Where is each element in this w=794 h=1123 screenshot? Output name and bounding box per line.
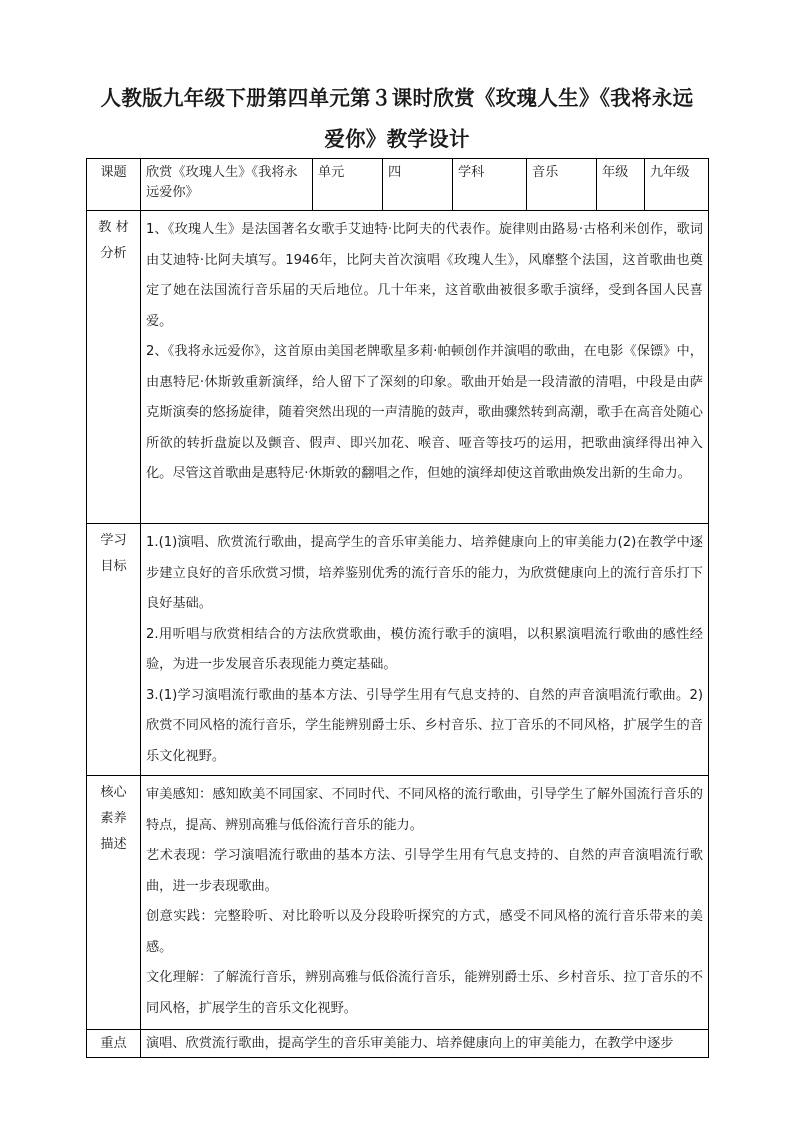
topic-value: 欣赏《玫瑰人生》《我将永远爱你》 xyxy=(141,159,313,211)
title-line-2: 爱你》教学设计 xyxy=(324,127,470,151)
key-points-row xyxy=(87,1030,709,1058)
objective-paragraph-3: 3.(1)学习演唱流行歌曲的基本方法、引导学生用有气息支持的、自然的声音演唱流行歌曲。2)欣赏不同风格的流行音乐，学生能辨别爵士乐、乡村音乐、拉丁音乐的不同风格，扩展学生的音乐文化视野。 xyxy=(146,687,703,764)
document-title xyxy=(86,78,708,160)
learning-objectives-label: 学习 目标 xyxy=(87,524,141,776)
core-literacy-content xyxy=(141,776,709,1030)
objective-paragraph-1: 1.(1)演唱、欣赏流行歌曲，提高学生的音乐审美能力、培养健康向上的审美能力(2)在教学中逐步建立良好的音乐欣赏习惯，培养鉴别优秀的流行音乐的能力，为欣赏健康向上的流行音乐打下良好基础。 xyxy=(146,535,703,611)
material-paragraph-2: 2、《我将永远爱你》，这首原由美国老牌歌星多莉·帕顿创作并演唱的歌曲，在电影《保镖》中，由惠特尼·休斯敦重新演绎，给人留下了深刻的印象。歌曲开始是一段清澈的清唱，中段是由萨克斯演奏的悠扬旋律，随着突然出现的一声清脆的鼓声，歌曲骤然转到高潮，歌手在高音处随心所欲的转折盘旋以及颤音、假声、即兴加花、喉音、哑音等技巧的运用，把歌曲演绎得出神入化。尽管这首歌曲是惠特尼·休斯敦的翻唱之作，但她的演绎却使这首歌曲焕发出新的生命力。 xyxy=(146,344,703,481)
subject-label: 学科 xyxy=(453,159,527,211)
header-row xyxy=(87,159,709,211)
core-literacy-row xyxy=(87,776,709,1030)
learning-objectives-row xyxy=(87,524,709,776)
material-analysis-row xyxy=(87,211,709,524)
literacy-paragraph-1: 审美感知：感知欧美不同国家、不同时代、不同风格的流行歌曲，引导学生了解外国流行音乐的特点，提高、辨别高雅与低俗流行音乐的能力。 xyxy=(146,787,703,833)
key-points-label: 重点 xyxy=(87,1030,141,1058)
material-paragraph-1: 1、《玫瑰人生》是法国著名女歌手艾迪特·比阿夫的代表作。旋律则由路易·古格利米创作，歌词由艾迪特·比阿夫填写。1946年，比阿夫首次演唱《玫瑰人生》，风靡整个法国，这首歌曲也奠定了她在法国流行音乐届的天后地位。几十年来，这首歌曲被很多歌手演绎，受到各国人民喜爱。 xyxy=(146,222,703,329)
unit-label: 单元 xyxy=(313,159,383,211)
title-line-1: 人教版九年级下册第四单元第３课时欣赏《玫瑰人生》《我将永远 xyxy=(100,86,694,110)
subject-value: 音乐 xyxy=(527,159,597,211)
lesson-plan-table xyxy=(86,158,709,1058)
literacy-paragraph-3: 创意实践：完整聆听、对比聆听以及分段聆听探究的方式，感受不同风格的流行音乐带来的美感。 xyxy=(146,909,703,955)
material-analysis-content xyxy=(141,211,709,524)
literacy-paragraph-4: 文化理解：了解流行音乐，辨别高雅与低俗流行音乐，能辨别爵士乐、乡村音乐、拉丁音乐的不同风格，扩展学生的音乐文化视野。 xyxy=(146,970,703,1016)
key-points-content: 演唱、欣赏流行歌曲，提高学生的音乐审美能力、培养健康向上的审美能力，在教学中逐步 xyxy=(141,1030,709,1058)
learning-objectives-content xyxy=(141,524,709,776)
literacy-paragraph-2: 艺术表现：学习演唱流行歌曲的基本方法、引导学生用有气息支持的、自然的声音演唱流行歌曲，进一步表现歌曲。 xyxy=(146,848,703,894)
unit-value: 四 xyxy=(383,159,453,211)
material-analysis-label: 教 材 分析 xyxy=(87,211,141,524)
grade-label: 年级 xyxy=(597,159,645,211)
core-literacy-label: 核心 素养 描述 xyxy=(87,776,141,1030)
topic-label: 课题 xyxy=(87,159,141,211)
grade-value: 九年级 xyxy=(645,159,709,211)
objective-paragraph-2: 2.用听唱与欣赏相结合的方法欣赏歌曲，模仿流行歌手的演唱，以积累演唱流行歌曲的感性经验，为进一步发展音乐表现能力奠定基础。 xyxy=(146,626,703,672)
